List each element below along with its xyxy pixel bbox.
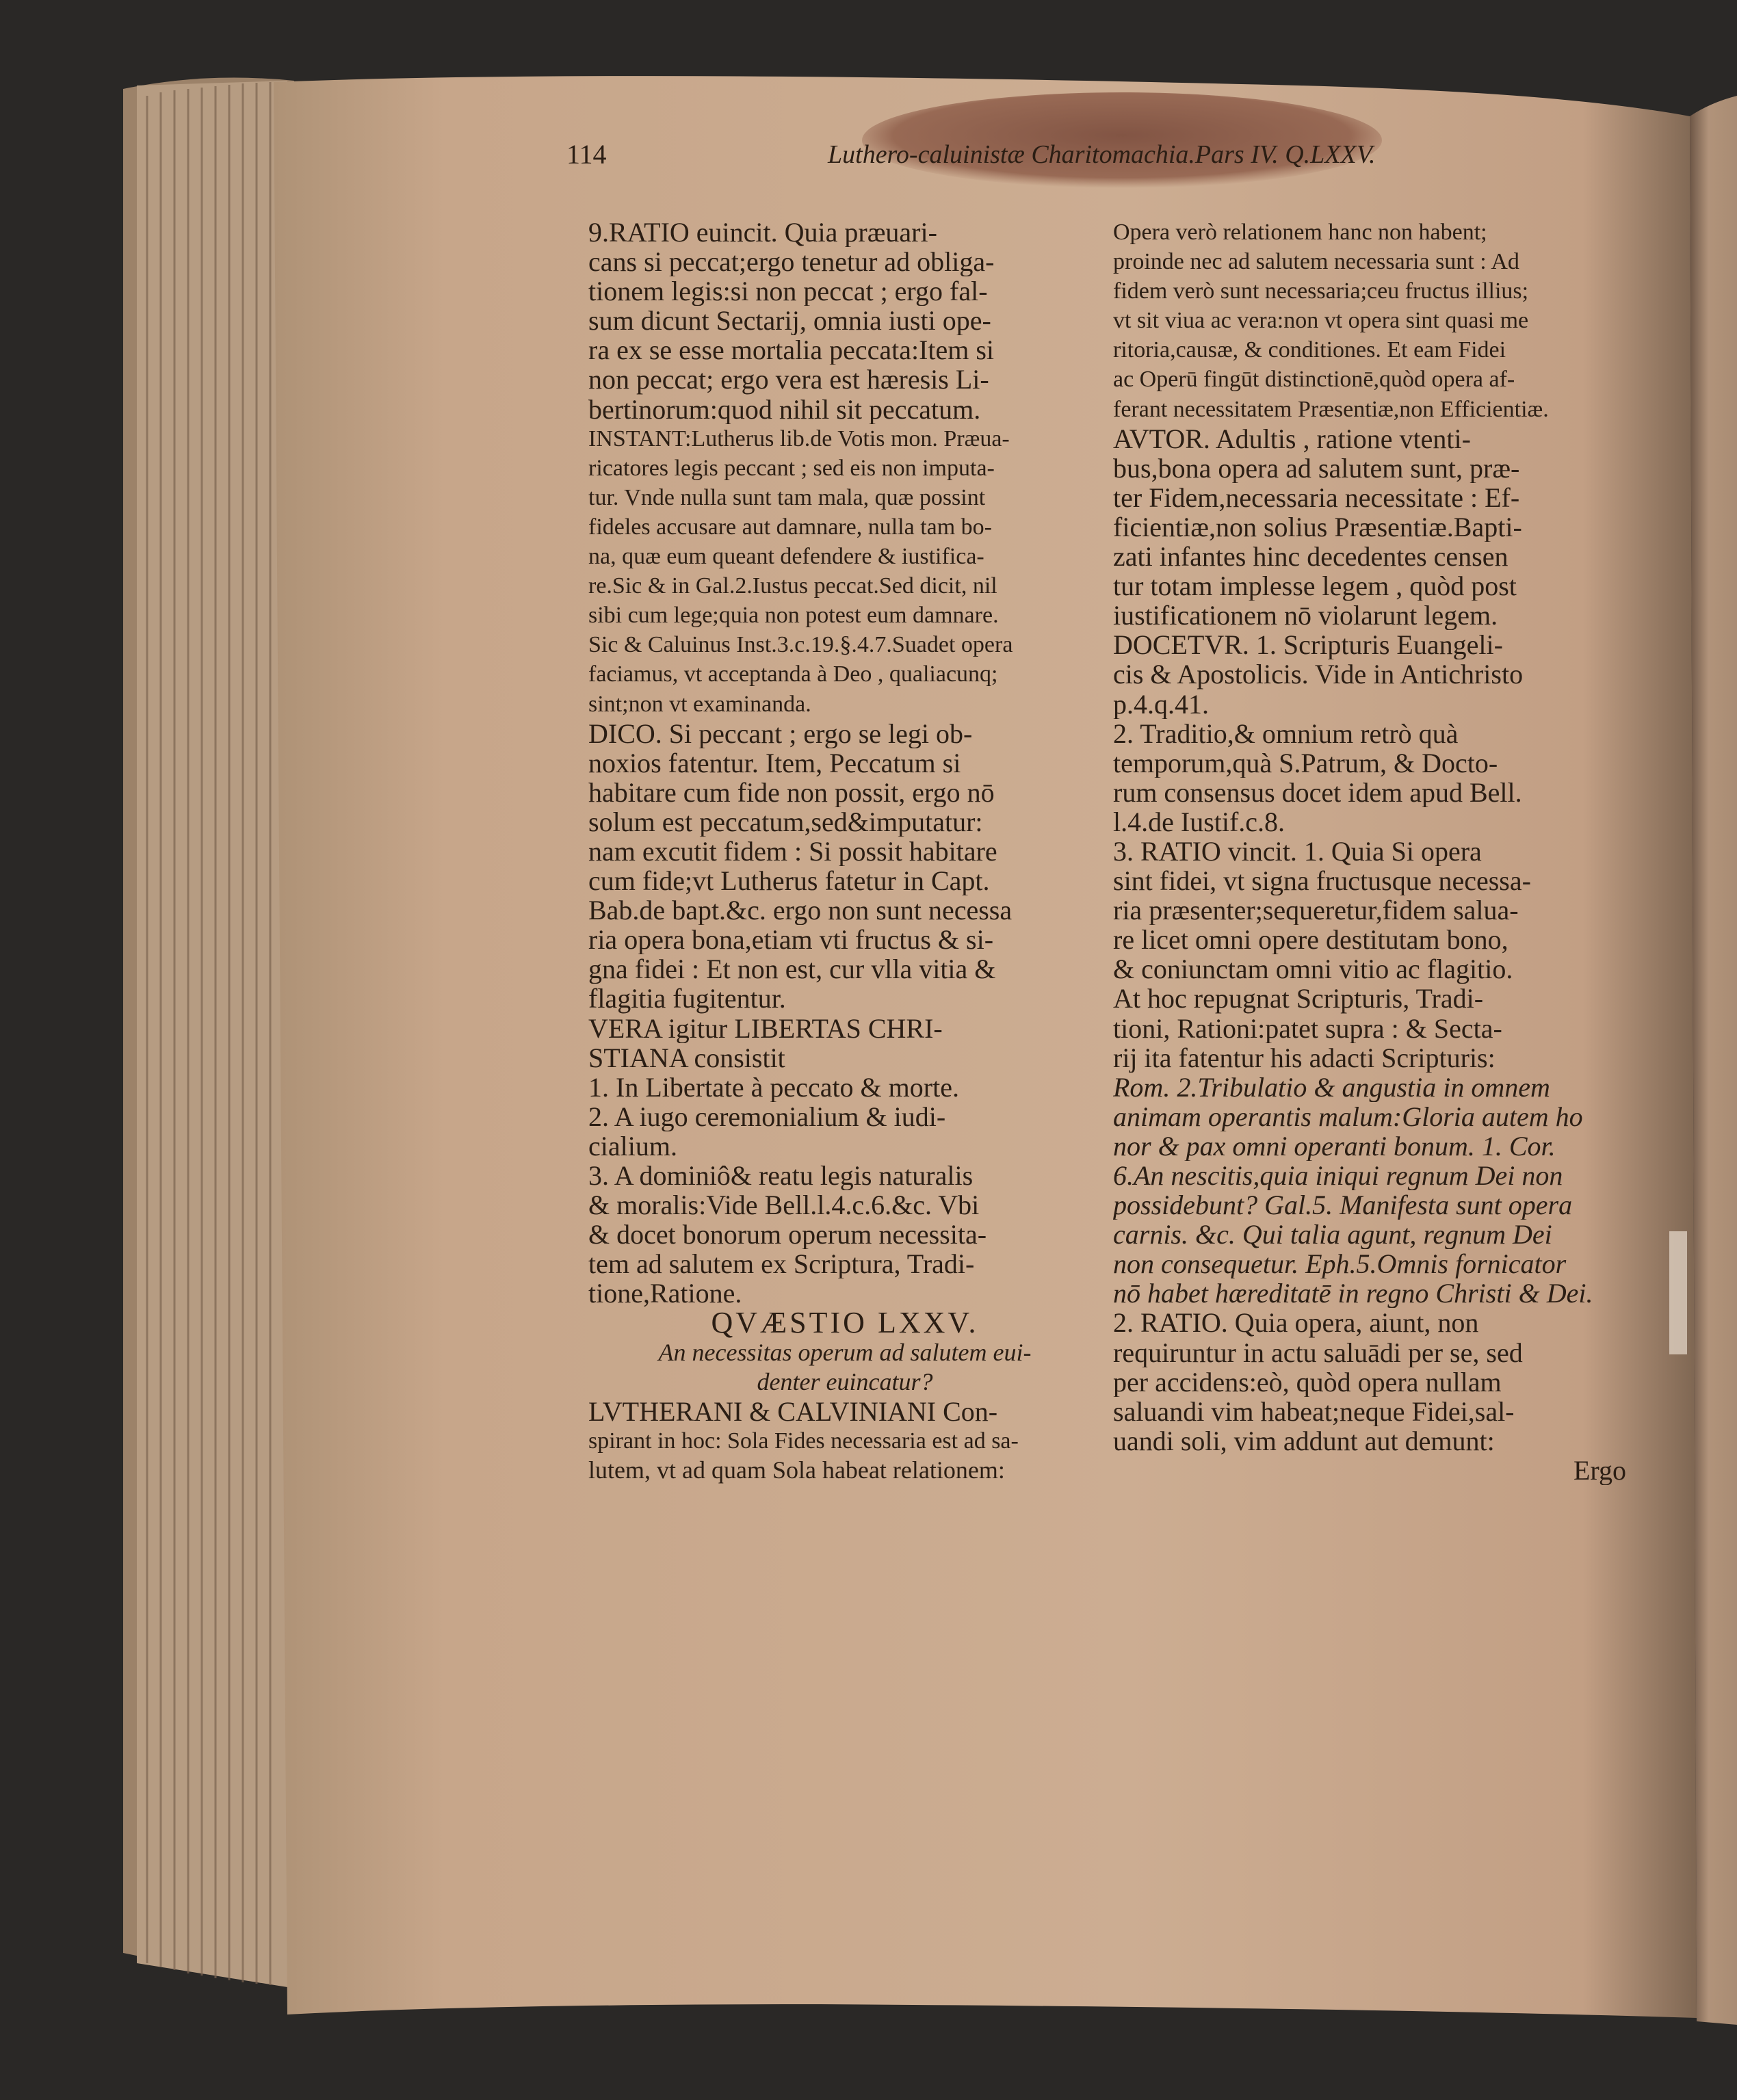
right-page-edge	[1690, 96, 1737, 2025]
right-column	[1113, 218, 1640, 1485]
running-title: Luthero-caluinistæ Charitomachia.Pars IV. Q.LXXV.	[828, 140, 1376, 169]
text-line: 2. Traditio,& omnium retrò quà	[1113, 718, 1459, 748]
text-line: uandi soli, vim addunt aut demunt:	[1113, 1426, 1495, 1456]
text-line: 2. A iugo ceremonialium & iudi-	[588, 1101, 946, 1131]
catchword: Ergo	[1573, 1455, 1626, 1486]
text-line: tione,Ratione.	[588, 1278, 742, 1309]
question-heading: QVÆSTIO LXXV.	[711, 1308, 979, 1338]
text-line: & moralis:Vide Bell.l.4.c.6.&c. Vbi	[588, 1190, 980, 1220]
text-line: solum est peccatum,sed&imputatur:	[588, 806, 983, 837]
text-line: DICO. Si peccant ; ergo se legi ob-	[588, 718, 973, 748]
text-line: Bab.de bapt.&c. ergo non sunt necessa	[588, 895, 1013, 926]
text-line: ricatores legis peccant ; sed eis non imputa-	[588, 455, 995, 481]
question-subtitle: denter euincatur?	[757, 1367, 933, 1395]
text-line: bus,bona opera ad salutem sunt, præ-	[1113, 453, 1520, 483]
text-line: ferant necessitatem Præsentiæ,non Efficientiæ.	[1113, 396, 1549, 422]
text-line: tur totam implesse legem , quòd post	[1113, 571, 1517, 601]
text-line: re.Sic & in Gal.2.Iustus peccat.Sed dicit, nil	[588, 573, 997, 599]
text-line: nam excutit fidem : Si possit habitare	[588, 836, 997, 867]
text-line: flagitia fugitentur.	[588, 984, 786, 1014]
text-line: temporum,quà S.Patrum, & Docto-	[1113, 748, 1498, 778]
text-line: iustificationem nō violarunt legem.	[1113, 601, 1498, 631]
text-line: re licet omni opere destitutam bono,	[1113, 925, 1509, 955]
page-edges	[123, 78, 294, 1987]
text-line: 3. RATIO vincit. 1. Quia Si opera	[1113, 836, 1482, 867]
text-line: 9.RATIO euincit. Quia præuari-	[588, 218, 937, 248]
text-line: na, quæ eum queant defendere & iustifica-	[588, 544, 984, 570]
text-line: ritoria,causæ, & conditiones. Et eam Fidei	[1113, 337, 1506, 363]
text-line: ter Fidem,necessaria necessitate : Ef-	[1113, 482, 1520, 512]
text-line: zati infantes hinc decedentes censen	[1113, 542, 1509, 572]
text-line: animam operantis malum:Gloria autem ho	[1113, 1101, 1583, 1131]
text-line: p.4.q.41.	[1113, 689, 1209, 719]
text-line: & coniunctam omni vitio ac flagitio.	[1113, 954, 1513, 984]
text-line: noxios fatentur. Item, Peccatum si	[588, 748, 961, 778]
text-line: cum fide;vt Lutherus fatetur in Capt.	[588, 866, 990, 896]
text-line: rij ita fatentur his adacti Scripturis:	[1113, 1042, 1496, 1073]
text-line: 1. In Libertate à peccato & morte.	[588, 1072, 959, 1102]
text-line: nor & pax omni operanti bonum. 1. Cor.	[1113, 1131, 1556, 1161]
text-line: saluandi vim habeat;neque Fidei,sal-	[1113, 1396, 1515, 1426]
text-line: l.4.de Iustif.c.8.	[1113, 806, 1285, 837]
paper-mark	[1669, 1231, 1687, 1354]
text-line: ria præsenter;sequeretur,fidem salua-	[1113, 895, 1519, 926]
text-line: 2. RATIO. Quia opera, aiunt, non	[1113, 1308, 1479, 1338]
left-column	[588, 218, 1101, 1485]
text-line: cis & Apostolicis. Vide in Antichristo	[1113, 659, 1524, 690]
text-line: non peccat; ergo vera est hæresis Li-	[588, 365, 989, 395]
text-line: non consequetur. Eph.5.Omnis fornicator	[1113, 1249, 1567, 1279]
text-line: habitare cum fide non possit, ergo nō	[588, 777, 995, 807]
text-line: At hoc repugnat Scripturis, Tradi-	[1113, 984, 1484, 1014]
text-line: ra ex se esse mortalia peccata:Item si	[588, 335, 995, 365]
text-line: INSTANT:Lutherus lib.de Votis mon. Præua-	[588, 425, 1010, 451]
text-line: STIANA consistit	[588, 1042, 785, 1073]
text-line: vt sit viua ac vera:non vt opera sint quasi me	[1113, 308, 1529, 334]
text-line: bertinorum:quod nihil sit peccatum.	[588, 394, 981, 424]
text-line: ficientiæ,non solius Præsentiæ.Bapti-	[1113, 512, 1522, 542]
text-line: faciamus, vt acceptanda à Deo , qualiacunq;	[588, 661, 998, 687]
text-line: DOCETVR. 1. Scripturis Euangeli-	[1113, 630, 1503, 660]
text-line: tem ad salutem ex Scriptura, Tradi-	[588, 1249, 975, 1279]
text-line: sum dicunt Sectarij, omnia iusti ope-	[588, 306, 991, 336]
text-line: 6.An nescitis,quia iniqui regnum Dei non	[1113, 1161, 1563, 1191]
text-line: gna fidei : Et non est, cur vlla vitia &	[588, 954, 996, 984]
text-line: carnis. &c. Qui talia agunt, regnum Dei	[1113, 1220, 1552, 1250]
text-line: sint fidei, vt signa fructusque necessa-	[1113, 866, 1531, 896]
text-line: nō habet hæreditatē in regno Christi & Dei.	[1113, 1278, 1593, 1309]
question-subtitle: An necessitas operum ad salutem eui-	[658, 1338, 1032, 1366]
text-line: 3. A dominiô& reatu legis naturalis	[588, 1161, 974, 1191]
page-number: 114	[566, 139, 607, 170]
text-line: spirant in hoc: Sola Fides necessaria est ad sa-	[588, 1428, 1019, 1454]
text-line: & docet bonorum operum necessita-	[588, 1220, 987, 1250]
text-line: sint;non vt examinanda.	[588, 691, 811, 717]
text-line: ria opera bona,etiam vti fructus & si-	[588, 925, 994, 955]
text-line: LVTHERANI & CALVINIANI Con-	[588, 1396, 998, 1426]
text-line: Rom. 2.Tribulatio & angustia in omnem	[1113, 1072, 1550, 1102]
text-line: VERA igitur LIBERTAS CHRI-	[588, 1013, 943, 1043]
text-line: requiruntur in actu saluādi per se, sed	[1113, 1337, 1523, 1367]
text-line: proinde nec ad salutem necessaria sunt : Ad	[1113, 249, 1519, 275]
text-line: fidem verò sunt necessaria;ceu fructus illius;	[1113, 278, 1529, 304]
text-line: ac Operū fingūt distinctionē,quòd opera af-	[1113, 367, 1515, 393]
text-line: possidebunt? Gal.5. Manifesta sunt opera	[1113, 1190, 1573, 1220]
text-line: cans si peccat;ergo tenetur ad obliga-	[588, 247, 995, 277]
text-line: lutem, vt ad quam Sola habeat relationem:	[588, 1456, 1005, 1484]
text-line: rum consensus docet idem apud Bell.	[1113, 777, 1522, 807]
text-line: Opera verò relationem hanc non habent;	[1113, 220, 1487, 245]
text-line: tionem legis:si non peccat ; ergo fal-	[588, 276, 988, 306]
text-line: sibi cum lege;quia non potest eum damnare.	[588, 603, 999, 629]
text-line: cialium.	[588, 1131, 677, 1161]
text-line: per accidens:eò, quòd opera nullam	[1113, 1367, 1502, 1397]
text-line: tioni, Rationi:patet supra : & Secta-	[1113, 1013, 1502, 1043]
text-line: AVTOR. Adultis , ratione vtenti-	[1113, 423, 1471, 454]
text-line: fideles accusare aut damnare, nulla tam bo-	[588, 514, 993, 540]
text-line: Sic & Caluinus Inst.3.c.19.§.4.7.Suadet opera	[588, 632, 1013, 658]
text-line: tur. Vnde nulla sunt tam mala, quæ possint	[588, 484, 986, 510]
